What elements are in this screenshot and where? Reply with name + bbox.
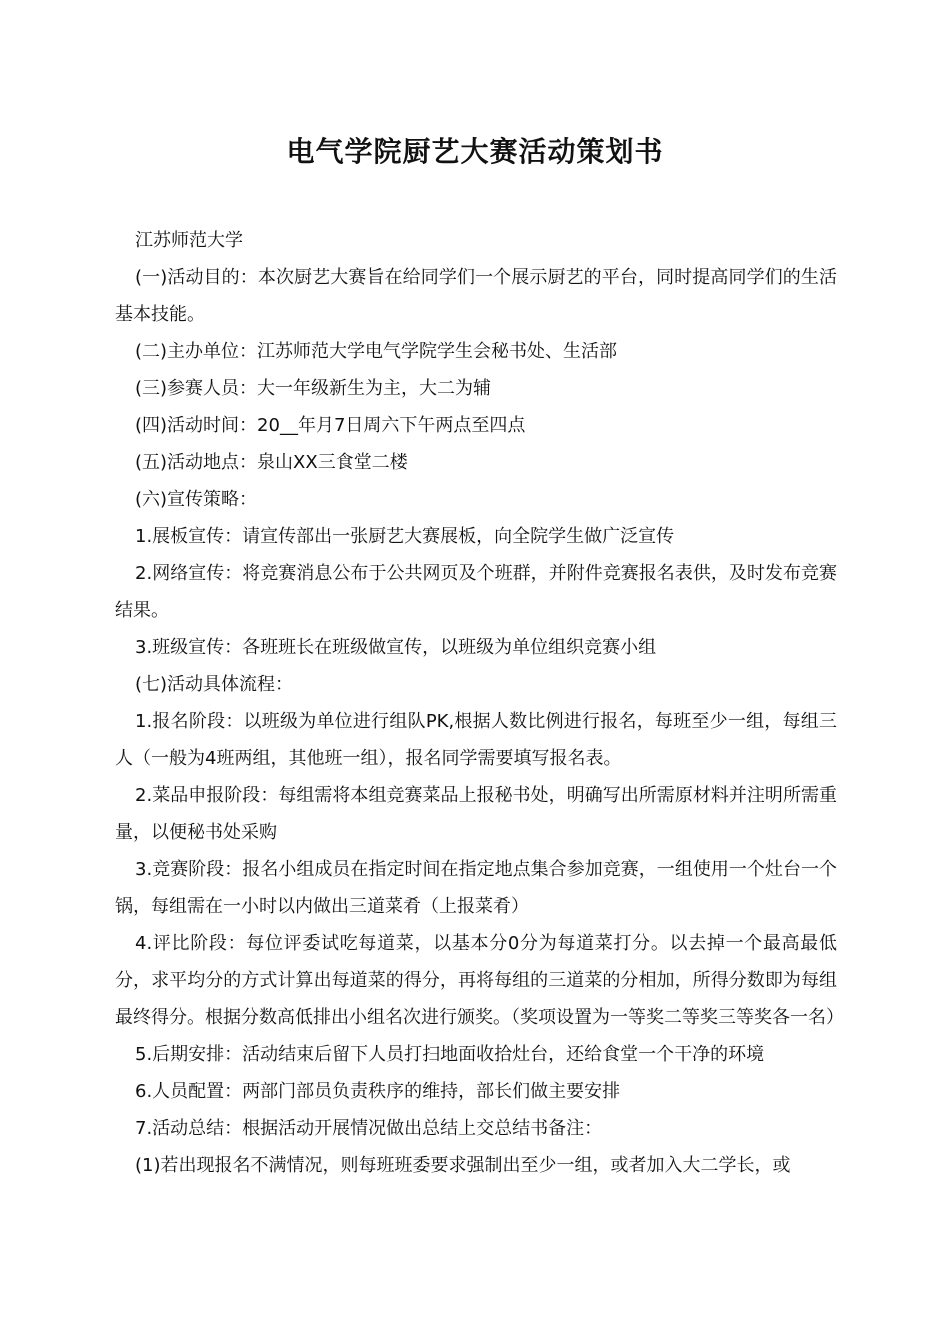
- paragraph-staffing: 6.人员配置：两部门部员负责秩序的维持，部长们做主要安排: [135, 1081, 621, 1102]
- paragraph-purpose: (一)活动目的：本次厨艺大赛旨在给同学们一个展示厨艺的平台，同时提高同学们的生活基本技能。: [115, 267, 837, 325]
- paragraph-publicity-network: 2.网络宣传：将竞赛消息公布于公共网页及个班群，并附件竞赛报名表供，及时发布竞赛结果。: [115, 563, 837, 621]
- paragraph-school: 江苏师范大学: [135, 230, 243, 251]
- paragraph-judging: 4.评比阶段：每位评委试吃每道菜，以基本分0分为每道菜打分。以去掉一个最高最低分，求平均分的方式计算出每道菜的得分，再将每组的三道菜的分相加，所得分数即为每组最终得分。根据分数高低排出小组名次进行颁奖。（奖项设置为一等奖二等奖三等奖各一名）: [115, 933, 844, 1028]
- paragraph-publicity-class: 3.班级宣传：各班班长在班级做宣传，以班级为单位组织竞赛小组: [135, 637, 657, 658]
- paragraph-organizer: (二)主办单位：江苏师范大学电气学院学生会秘书处、生活部: [135, 341, 618, 362]
- paragraph-note-1: (1)若出现报名不满情况，则每班班委要求强制出至少一组，或者加入大二学长，或: [135, 1155, 791, 1176]
- paragraph-summary: 7.活动总结：根据活动开展情况做出总结上交总结书备注：: [135, 1118, 603, 1139]
- paragraph-cleanup: 5.后期安排：活动结束后留下人员打扫地面收拾灶台，还给食堂一个干净的环境: [135, 1044, 765, 1065]
- document-title: 电气学院厨艺大赛活动策划书: [286, 135, 664, 168]
- paragraph-participants: (三)参赛人员：大一年级新生为主，大二为辅: [135, 378, 492, 399]
- paragraph-competition: 3.竞赛阶段：报名小组成员在指定时间在指定地点集合参加竞赛，一组使用一个灶台一个锅，每组需在一小时以内做出三道菜肴（上报菜肴）: [115, 859, 837, 917]
- paragraph-registration: 1.报名阶段：以班级为单位进行组队PK,根据人数比例进行报名，每班至少一组，每组三人（一般为4班两组，其他班一组），报名同学需要填写报名表。: [115, 711, 837, 769]
- paragraph-publicity-heading: (六)宣传策略：: [135, 489, 258, 510]
- paragraph-location: (五)活动地点：泉山XX三食堂二楼: [135, 452, 408, 473]
- paragraph-time: (四)活动时间：20__年月7日周六下午两点至四点: [135, 415, 526, 436]
- document-body: [115, 222, 844, 1184]
- paragraph-process-heading: (七)活动具体流程：: [135, 674, 294, 695]
- paragraph-publicity-board: 1.展板宣传：请宣传部出一张厨艺大赛展板，向全院学生做广泛宣传: [135, 526, 675, 547]
- paragraph-dish-declaration: 2.菜品申报阶段：每组需将本组竞赛菜品上报秘书处，明确写出所需原材料并注明所需重量，以便秘书处采购: [115, 785, 837, 843]
